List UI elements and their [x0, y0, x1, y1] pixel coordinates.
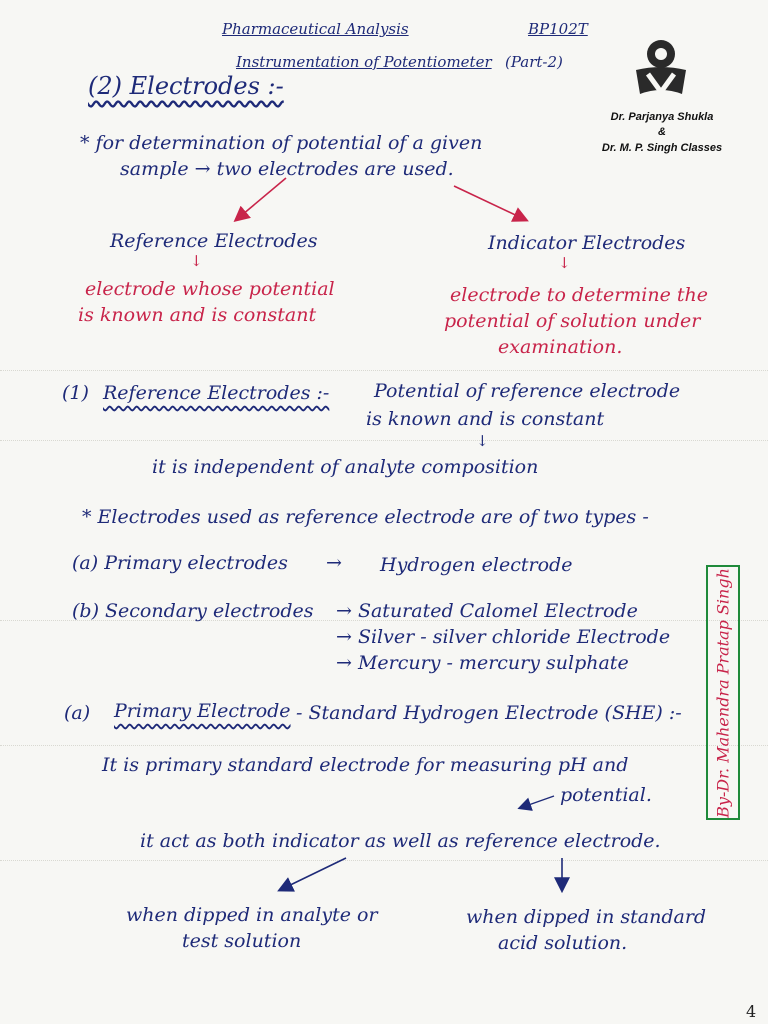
indicator-desc-line-3: examination. — [498, 336, 623, 358]
arrow-to-analyte — [280, 858, 346, 890]
arrow-potential — [520, 796, 554, 808]
indicator-desc-line-1: electrode to determine the — [450, 284, 709, 306]
secondary-item-mercury-sulphate: → Mercury - mercury sulphate — [336, 652, 629, 674]
reference-def-line-1: Potential of reference electrode — [374, 380, 681, 402]
brand-line-3: Dr. M. P. Singh Classes — [601, 141, 723, 154]
she-right-line-1: when dipped in standard — [466, 906, 707, 928]
reference-desc-line-1: electrode whose potential — [85, 278, 335, 300]
reference-section-heading: Reference Electrodes :- — [103, 382, 330, 404]
she-heading-rest: - Standard Hydrogen Electrode (SHE) :- — [296, 702, 682, 724]
indicator-desc-line-2: potential of solution under — [444, 310, 701, 332]
reference-desc-line-2: is known and is constant — [78, 304, 317, 326]
secondary-electrodes-label: (b) Secondary electrodes — [72, 600, 314, 622]
part-label: (Part-2) — [505, 53, 563, 71]
page-number: 4 — [746, 1002, 757, 1021]
reference-down-arrow: ↓ — [190, 252, 203, 270]
primary-electrodes-label: (a) Primary electrodes — [72, 552, 288, 574]
primary-hydrogen-electrode: Hydrogen electrode — [380, 554, 573, 576]
she-label: (a) — [64, 702, 91, 724]
author-side-text: By-Dr. Mahendra Pratap Singh — [713, 567, 733, 818]
she-left-line-2: test solution — [182, 930, 302, 952]
secondary-item-silver-chloride: → Silver - silver chloride Electrode — [336, 626, 671, 648]
intro-line-2: sample → two electrodes are used. — [120, 158, 454, 180]
she-left-line-1: when dipped in analyte or — [126, 904, 378, 926]
course-code: BP102T — [528, 20, 588, 38]
reference-def-arrow: ↓ — [476, 432, 489, 450]
topic-title: Instrumentation of Potentiometer — [236, 53, 492, 71]
she-line-2: potential. — [560, 784, 652, 806]
intro-line-1: * for determination of potential of a given — [80, 132, 483, 154]
electrodes-heading: (2) Electrodes :- — [88, 72, 284, 100]
reference-def-line-2: is known and is constant — [366, 408, 605, 430]
brand-line-1: Dr. Parjanya Shukla — [610, 111, 714, 123]
reference-section-number: (1) — [62, 382, 89, 404]
arrow-to-reference — [236, 178, 286, 220]
independent-note: it is independent of analyte composition — [152, 456, 539, 478]
author-side-note — [706, 565, 740, 820]
primary-electrode-heading: Primary Electrode — [114, 700, 291, 722]
primary-arrow: → — [326, 552, 342, 574]
she-line-3: it act as both indicator as well as reference electrode. — [140, 830, 661, 852]
indicator-down-arrow: ↓ — [558, 254, 571, 272]
she-line-1: It is primary standard electrode for measuring pH and — [102, 754, 629, 776]
subject-title: Pharmaceutical Analysis — [222, 20, 409, 38]
brand-line-2: & — [658, 126, 666, 139]
two-types-line: * Electrodes used as reference electrode are of two types - — [82, 506, 649, 528]
secondary-item-calomel: → Saturated Calomel Electrode — [336, 600, 638, 622]
arrow-to-indicator — [454, 186, 526, 220]
indicator-electrodes-title: Indicator Electrodes — [488, 232, 686, 254]
reference-electrodes-title: Reference Electrodes — [110, 230, 318, 252]
she-right-line-2: acid solution. — [498, 932, 628, 954]
